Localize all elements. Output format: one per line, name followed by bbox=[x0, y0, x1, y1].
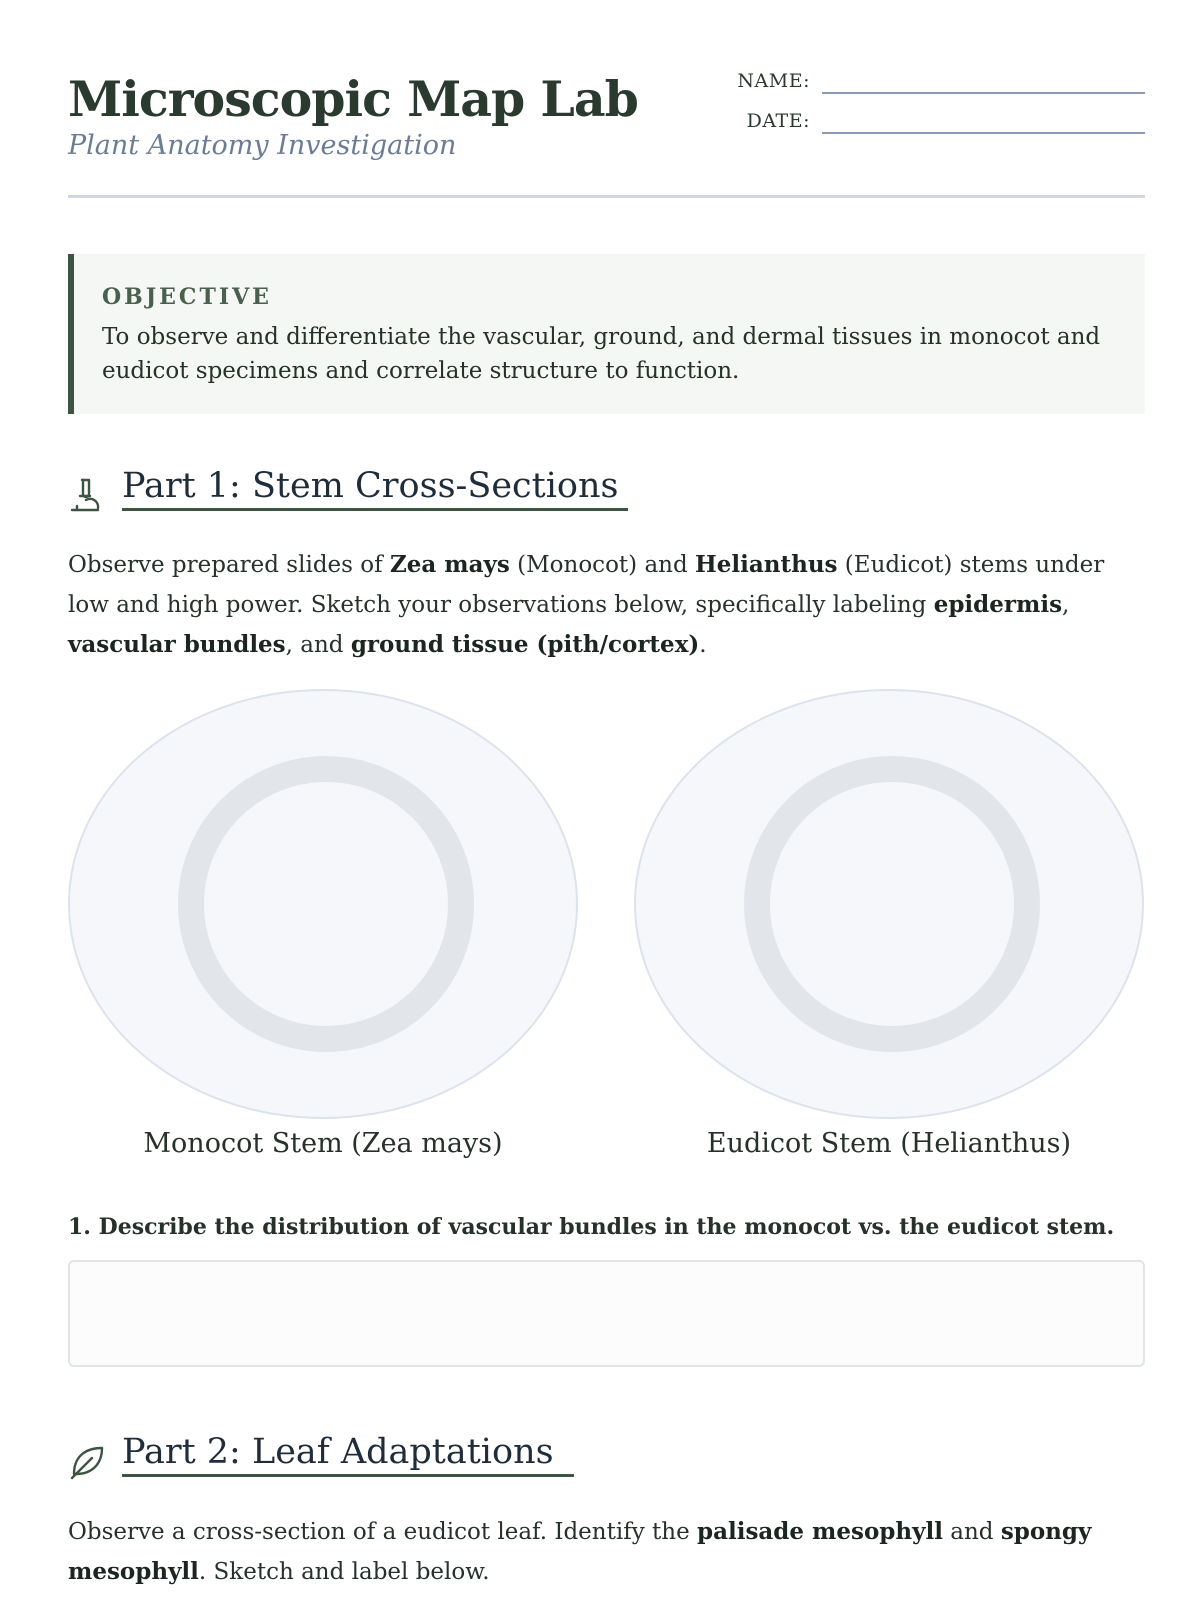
name-field[interactable] bbox=[735, 66, 1145, 96]
part2-intro bbox=[68, 1512, 1145, 1592]
part1-heading bbox=[68, 466, 668, 526]
part2-intro-term: palisade mesophyll bbox=[697, 1518, 943, 1545]
eudicot-sketch-area[interactable] bbox=[634, 689, 1144, 1119]
leaf-icon bbox=[68, 1442, 106, 1480]
eudicot-view-label: Eudicot Stem (Helianthus) bbox=[706, 1128, 1072, 1159]
part1-intro-term: epidermis bbox=[933, 591, 1063, 618]
part1-title: Part 1: Stem Cross-Sections bbox=[122, 466, 628, 511]
part2-intro-term: spongy mesophyll bbox=[68, 1518, 1092, 1585]
name-input-line[interactable] bbox=[822, 92, 1145, 94]
monocot-view-label: Monocot Stem (Zea mays) bbox=[143, 1128, 503, 1159]
part1-intro-term: ground tissue (pith/cortex) bbox=[350, 631, 700, 658]
page-subtitle: Plant Anatomy Investigation bbox=[68, 130, 457, 161]
part1-intro-term: Zea mays bbox=[389, 551, 510, 578]
field-of-view-ring bbox=[178, 756, 474, 1052]
part2-title: Part 2: Leaf Adaptations bbox=[122, 1432, 574, 1477]
part1-intro-text: , bbox=[1062, 592, 1070, 618]
question-1-answer-box[interactable] bbox=[68, 1260, 1145, 1367]
page-title: Microscopic Map Lab bbox=[68, 70, 638, 128]
part1-intro-term: vascular bundles bbox=[68, 631, 286, 658]
question-1: 1. Describe the distribution of vascular bundles in the monocot vs. the eudicot stem. bbox=[68, 1214, 1115, 1240]
field-of-view-ring bbox=[744, 756, 1040, 1052]
monocot-sketch-area[interactable] bbox=[68, 689, 578, 1119]
objective-box bbox=[68, 254, 1145, 414]
part2-heading bbox=[68, 1432, 668, 1492]
part1-intro-text: (Eudicot) stems under low and high power. Sketch your observations below, specifically labeling bbox=[68, 552, 1105, 618]
part1-intro bbox=[68, 545, 1145, 665]
part2-intro-text: Observe a cross-section of a eudicot leaf. Identify the bbox=[68, 1519, 697, 1545]
part1-intro-text: . bbox=[699, 632, 707, 658]
microscope-icon bbox=[68, 476, 106, 514]
date-field[interactable] bbox=[735, 106, 1145, 136]
objective-text: To observe and differentiate the vascular, ground, and dermal tissues in monocot and eudicot specimens and correlate structure to function. bbox=[102, 324, 1101, 384]
objective-label: OBJECTIVE bbox=[102, 284, 272, 310]
date-input-line[interactable] bbox=[822, 132, 1145, 134]
part1-intro-text: (Monocot) and bbox=[509, 552, 696, 578]
part2-intro-text: and bbox=[942, 1519, 1001, 1545]
worksheet-page bbox=[68, 0, 1145, 1600]
part1-intro-text: Observe prepared slides of bbox=[68, 552, 390, 578]
date-label: DATE: bbox=[746, 110, 810, 132]
part1-intro-text: , and bbox=[285, 632, 351, 658]
part1-intro-term: Helianthus bbox=[695, 551, 838, 578]
page-header bbox=[68, 62, 1145, 198]
name-label: NAME: bbox=[737, 70, 810, 92]
part2-intro-text: . Sketch and label below. bbox=[198, 1559, 490, 1585]
